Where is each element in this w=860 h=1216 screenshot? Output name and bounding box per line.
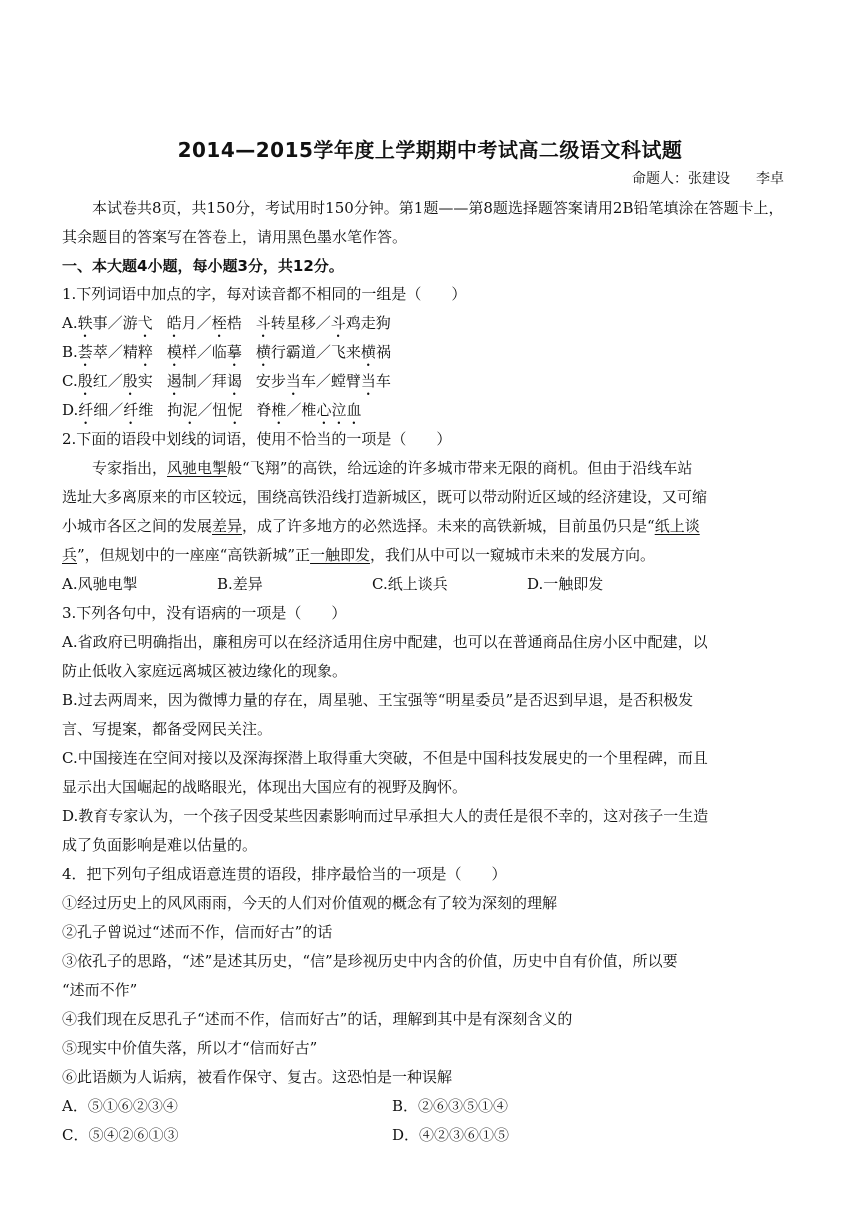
q2-passage-line-4: 兵”，但规划中的一座座“高铁新城”正一触即发，我们从中可以一窥城市未来的发展方向。 bbox=[62, 546, 656, 564]
q2-underline-a: 风驰电掣 bbox=[167, 459, 228, 477]
q1-option-b: B.荟萃／精粹 模样／临摹 横行霸道／飞来横祸 bbox=[62, 343, 391, 361]
q3-option-a-line-1: A.省政府已明确指出，廉租房可以在经济适用住房中配建，也可以在普通商品住房小区中配建，以 bbox=[62, 633, 708, 651]
q4-options-row-2 bbox=[62, 1125, 722, 1145]
q2-options bbox=[62, 574, 682, 594]
q4-sentence-3-line-2: “述而不作” bbox=[62, 981, 138, 999]
q2-underline-d: 一触即发 bbox=[310, 546, 371, 564]
q4-option-a: A．⑤①⑥②③④ bbox=[62, 1097, 178, 1115]
q4-options-row-1 bbox=[62, 1096, 722, 1116]
q4-sentence-6: ⑥此语颇为人诟病，被看作保守、复古。这恐怕是一种误解 bbox=[62, 1068, 453, 1086]
q3-option-d-line-2: 成了负面影响是难以估量的。 bbox=[62, 836, 258, 854]
q4-option-d: D．④②③⑥①⑤ bbox=[392, 1126, 510, 1144]
intro-line-1: 本试卷共8页，共150分，考试用时150分钟。第1题——第8题选择题答案请用2B铅笔填涂在答题卡上， bbox=[92, 199, 784, 217]
q2-passage-line-2: 选址大多离原来的市区较远，围绕高铁沿线打造新城区，既可以带动附近区域的经济建设，又可缩 bbox=[62, 488, 708, 506]
q3-option-d-line-1: D.教育专家认为，一个孩子因受某些因素影响而过早承担大人的责任是很不幸的，这对孩子一生造 bbox=[62, 807, 709, 825]
q3-option-a-line-2: 防止低收入家庭远离城区被边缘化的现象。 bbox=[62, 662, 348, 680]
q3-option-c-line-1: C.中国接连在空间对接以及深海探潜上取得重大突破，不但是中国科技发展史的一个里程碑，而且 bbox=[62, 749, 708, 767]
q3-option-b-line-1: B.过去两周来，因为微博力量的存在，周星驰、王宝强等“明星委员”是否迟到早退，是否积极发 bbox=[62, 691, 694, 709]
q4-option-c: C．⑤④②⑥①③ bbox=[62, 1126, 179, 1144]
q4-sentence-3-line-1: ③依孔子的思路，“述”是述其历史，“信”是珍视历史中内含的价值，历史中自有价值，所以要 bbox=[62, 952, 678, 970]
q2-underline-c: 纸上谈 bbox=[654, 517, 700, 535]
q2-option-d: D.一触即发 bbox=[527, 575, 604, 593]
q4-sentence-1: ①经过历史上的风风雨雨，今天的人们对价值观的概念有了较为深刻的理解 bbox=[62, 894, 558, 912]
q2-passage-line-1: 专家指出，风驰电掣般“飞翔”的高铁，给远途的许多城市带来无限的商机。但由于沿线车站 bbox=[92, 459, 693, 477]
q3-option-c-line-2: 显示出大国崛起的战略眼光，体现出大国应有的视野及胸怀。 bbox=[62, 778, 468, 796]
author-second: 李卓 bbox=[756, 171, 784, 187]
q1-option-a: A.轶事／游弋 皓月／桎梏 斗转星移／斗鸡走狗 bbox=[62, 314, 391, 332]
q2-option-b: B.差异 bbox=[217, 575, 263, 593]
q2-stem: 2.下面的语段中划线的词语，使用不恰当的一项是（ ） bbox=[62, 430, 452, 448]
q4-option-b: B．②⑥③⑤①④ bbox=[392, 1097, 509, 1115]
q1-stem: 1.下列词语中加点的字，每对读音都不相同的一组是（ ） bbox=[62, 285, 467, 303]
exam-title: 2014—2015学年度上学期期中考试高二级语文科试题 bbox=[177, 138, 683, 162]
q2-option-c: C.纸上谈兵 bbox=[372, 575, 448, 593]
exam-authors bbox=[632, 168, 784, 188]
intro-line-2: 其余题目的答案写在答卷上，请用黑色墨水笔作答。 bbox=[62, 228, 408, 246]
q1-option-d: D.纤细／纤维 拘泥／忸怩 脊椎／椎心泣血 bbox=[62, 401, 362, 419]
q2-underline-b: 差异 bbox=[212, 517, 243, 535]
q1-option-c: C.殷红／殷实 遏制／拜谒 安步当车／螳臂当车 bbox=[62, 372, 391, 390]
q4-stem: 4．把下列句子组成语意连贯的语段，排序最恰当的一项是（ ） bbox=[62, 865, 507, 883]
q4-sentence-4: ④我们现在反思孔子“述而不作，信而好古”的话，理解到其中是有深刻含义的 bbox=[62, 1010, 573, 1028]
q4-sentence-2: ②孔子曾说过“述而不作，信而好古”的话 bbox=[62, 923, 333, 941]
q3-stem: 3.下列各句中，没有语病的一项是（ ） bbox=[62, 604, 347, 622]
q2-passage-line-3: 小城市各区之间的发展差异，成了许多地方的必然选择。未来的高铁新城，目前虽仍只是“纸上谈 bbox=[62, 517, 700, 535]
q3-option-b-line-2: 言、写提案，都备受网民关注。 bbox=[62, 720, 273, 738]
q4-sentence-5: ⑤现实中价值失落，所以才“信而好古” bbox=[62, 1039, 318, 1057]
authors-label: 命题人：张建设 bbox=[632, 171, 730, 187]
q2-option-a: A.风驰电掣 bbox=[62, 575, 138, 593]
section-1-heading: 一、本大题4小题，每小题3分，共12分。 bbox=[62, 257, 344, 275]
